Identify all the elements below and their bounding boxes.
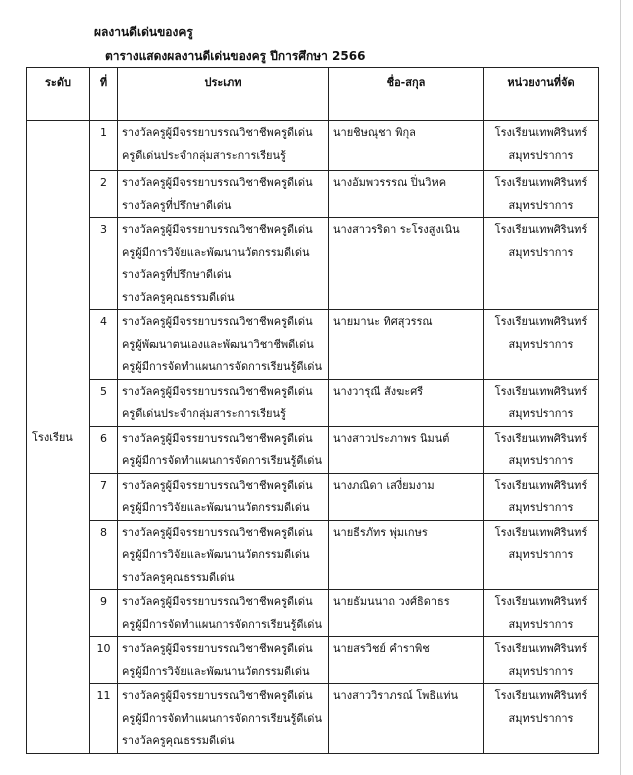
unit-line: โรงเรียนเทพศิรินทร์ [494,431,588,445]
name-cell [329,684,484,754]
award-cell [118,426,329,473]
award-line: รางวัลครูผู้มีจรรยาบรรณวิชาชีพครูดีเด่น [122,595,313,608]
header-level: ระดับ [27,68,90,121]
row-number: 6 [90,426,118,473]
unit-line: สมุทรปราการ [508,617,574,631]
row-number: 3 [90,218,118,310]
level-cell: โรงเรียน [27,121,90,754]
table-row [27,684,599,754]
table-body [27,121,599,754]
table-row [27,637,599,684]
unit-line: สมุทรปราการ [508,245,574,259]
table-row [27,171,599,218]
award-line: รางวัลครูผู้มีจรรยาบรรณวิชาชีพครูดีเด่น [122,223,313,236]
unit-line: โรงเรียนเทพศิรินทร์ [494,642,588,655]
name-cell [329,121,484,171]
award-line: รางวัลครูที่ปรึกษาดีเด่น [122,268,232,281]
unit-line: โรงเรียนเทพศิรินทร์ [494,525,588,539]
teacher-name: นายมานะ ทิศสุวรรณ [333,315,433,328]
table-row [27,218,599,310]
name-cell [329,426,484,473]
unit-line: โรงเรียนเทพศิรินทร์ [494,126,588,139]
unit-cell [484,473,599,520]
name-cell [329,473,484,520]
row-number: 11 [90,684,118,754]
header-name: ชื่อ-สกุล [329,68,484,121]
unit-line: สมุทรปราการ [508,337,574,351]
unit-line: โรงเรียนเทพศิรินทร์ [494,478,588,492]
table-header-row [27,68,599,121]
name-cell [329,637,484,684]
award-cell [118,171,329,218]
award-line: รางวัลครูผู้มีจรรยาบรรณวิชาชีพครูดีเด่น [122,315,313,328]
award-line: รางวัลครูผู้มีจรรยาบรรณวิชาชีพครูดีเด่น [122,126,313,139]
unit-line: สมุทรปราการ [508,198,574,212]
unit-cell [484,590,599,637]
table-row [27,426,599,473]
unit-line: สมุทรปราการ [508,548,574,561]
name-cell [329,520,484,590]
award-line: ครูผู้มีการวิจัยและพัฒนานวัตกรรมดีเด่น [122,664,310,678]
unit-line: โรงเรียนเทพศิรินทร์ [494,176,588,189]
unit-cell [484,310,599,380]
award-line: ครูดีเด่นประจำกลุ่มสาระการเรียนรู้ [122,407,286,420]
award-line: รางวัลครูผู้มีจรรยาบรรณวิชาชีพครูดีเด่น [122,478,313,492]
unit-cell [484,684,599,754]
unit-cell [484,171,599,218]
award-line: รางวัลครูผู้มีจรรยาบรรณวิชาชีพครูดีเด่น [122,384,313,398]
award-line: รางวัลครูคุณธรรมดีเด่น [122,734,235,747]
award-line: ครูผู้มีการจัดทำแผนการจัดการเรียนรู้ดีเด่น [122,454,322,467]
name-cell [329,310,484,380]
table-row [27,379,599,426]
row-number: 5 [90,379,118,426]
unit-line: โรงเรียนเทพศิรินทร์ [494,315,588,328]
award-cell [118,473,329,520]
name-cell [329,171,484,218]
award-cell [118,218,329,310]
teacher-name: นางภณิดา เสงี่ยมงาม [333,478,435,492]
unit-cell [484,218,599,310]
row-number: 2 [90,171,118,218]
header-no: ที่ [90,68,118,121]
unit-line: สมุทรปราการ [508,664,574,678]
teacher-name: นางอัมพวรรรณ ปิ่นวิหค [333,176,447,189]
unit-line: สมุทรปราการ [508,454,574,467]
name-cell [329,590,484,637]
unit-cell [484,121,599,171]
awards-table [26,67,599,754]
teacher-name: นางสาวประภาพร นิมนต์ [333,431,450,445]
award-line: รางวัลครูผู้มีจรรยาบรรณวิชาชีพครูดีเด่น [122,431,313,445]
teacher-name: นางวารุณี สังฆะศรี [333,384,424,398]
award-cell [118,590,329,637]
award-line: รางวัลครูผู้มีจรรยาบรรณวิชาชีพครูดีเด่น [122,642,313,655]
name-cell [329,379,484,426]
award-cell [118,520,329,590]
teacher-name: นายสรวิชย์ คำราพิช [333,642,430,655]
award-line: ครูผู้มีการจัดทำแผนการจัดการเรียนรู้ดีเด่น [122,617,322,631]
award-line: ครูผู้มีการวิจัยและพัฒนานวัตกรรมดีเด่น [122,245,310,259]
row-number: 10 [90,637,118,684]
award-line: รางวัลครูผู้มีจรรยาบรรณวิชาชีพครูดีเด่น [122,525,313,539]
table-row [27,121,599,171]
unit-line: โรงเรียนเทพศิรินทร์ [494,595,588,608]
name-cell [329,218,484,310]
teacher-name: นางสาวรริดา ระโรงสูงเนิน [333,223,460,236]
award-cell [118,637,329,684]
teacher-name: นายชิษณุชา พิกุล [333,126,416,139]
table-row [27,520,599,590]
award-cell [118,684,329,754]
unit-cell [484,426,599,473]
header-type: ประเภท [118,68,329,121]
table-row [27,473,599,520]
unit-line: โรงเรียนเทพศิรินทร์ [494,223,588,236]
page-edge [620,0,621,775]
award-line: ครูผู้พัฒนาตนเองและพัฒนาวิชาชีพดีเด่น [122,337,314,351]
award-cell [118,310,329,380]
award-line: ครูผู้มีการจัดทำแผนการจัดการเรียนรู้ดีเด่น [122,360,322,373]
unit-cell [484,379,599,426]
row-number: 9 [90,590,118,637]
unit-cell [484,637,599,684]
table-caption: ตารางแสดงผลงานดีเด่นของครู ปีการศึกษา 2566 [105,49,366,63]
header-unit: หน่วยงานที่จัด [484,68,599,121]
award-line: ครูผู้มีการวิจัยและพัฒนานวัตกรรมดีเด่น [122,548,310,561]
teacher-name: นางสาววิราภรณ์ โพธิแท่น [333,689,458,702]
award-line: รางวัลครูคุณธรรมดีเด่น [122,570,235,584]
unit-line: สมุทรปราการ [508,711,574,725]
award-line: ครูผู้มีการวิจัยและพัฒนานวัตกรรมดีเด่น [122,501,310,514]
award-line: ครูผู้มีการจัดทำแผนการจัดการเรียนรู้ดีเด่น [122,711,322,725]
table-row [27,310,599,380]
row-number: 1 [90,121,118,171]
award-line: รางวัลครูคุณธรรมดีเด่น [122,290,235,304]
award-line: รางวัลครูที่ปรึกษาดีเด่น [122,198,232,212]
document-heading: ผลงานดีเด่นของครู [94,25,193,39]
award-cell [118,379,329,426]
table-row [27,590,599,637]
award-cell [118,121,329,171]
award-line: รางวัลครูผู้มีจรรยาบรรณวิชาชีพครูดีเด่น [122,689,313,702]
unit-line: สมุทรปราการ [508,148,574,162]
row-number: 4 [90,310,118,380]
unit-line: สมุทรปราการ [508,407,574,420]
unit-line: โรงเรียนเทพศิรินทร์ [494,689,588,702]
teacher-name: นายธัมนนาถ วงศ์ธิดาธร [333,595,450,608]
row-number: 7 [90,473,118,520]
unit-line: สมุทรปราการ [508,501,574,514]
award-line: รางวัลครูผู้มีจรรยาบรรณวิชาชีพครูดีเด่น [122,176,313,189]
unit-line: โรงเรียนเทพศิรินทร์ [494,384,588,398]
teacher-name: นายธีรภัทร พุ่มเกษร [333,525,428,539]
row-number: 8 [90,520,118,590]
unit-cell [484,520,599,590]
award-line: ครูดีเด่นประจำกลุ่มสาระการเรียนรู้ [122,148,286,162]
